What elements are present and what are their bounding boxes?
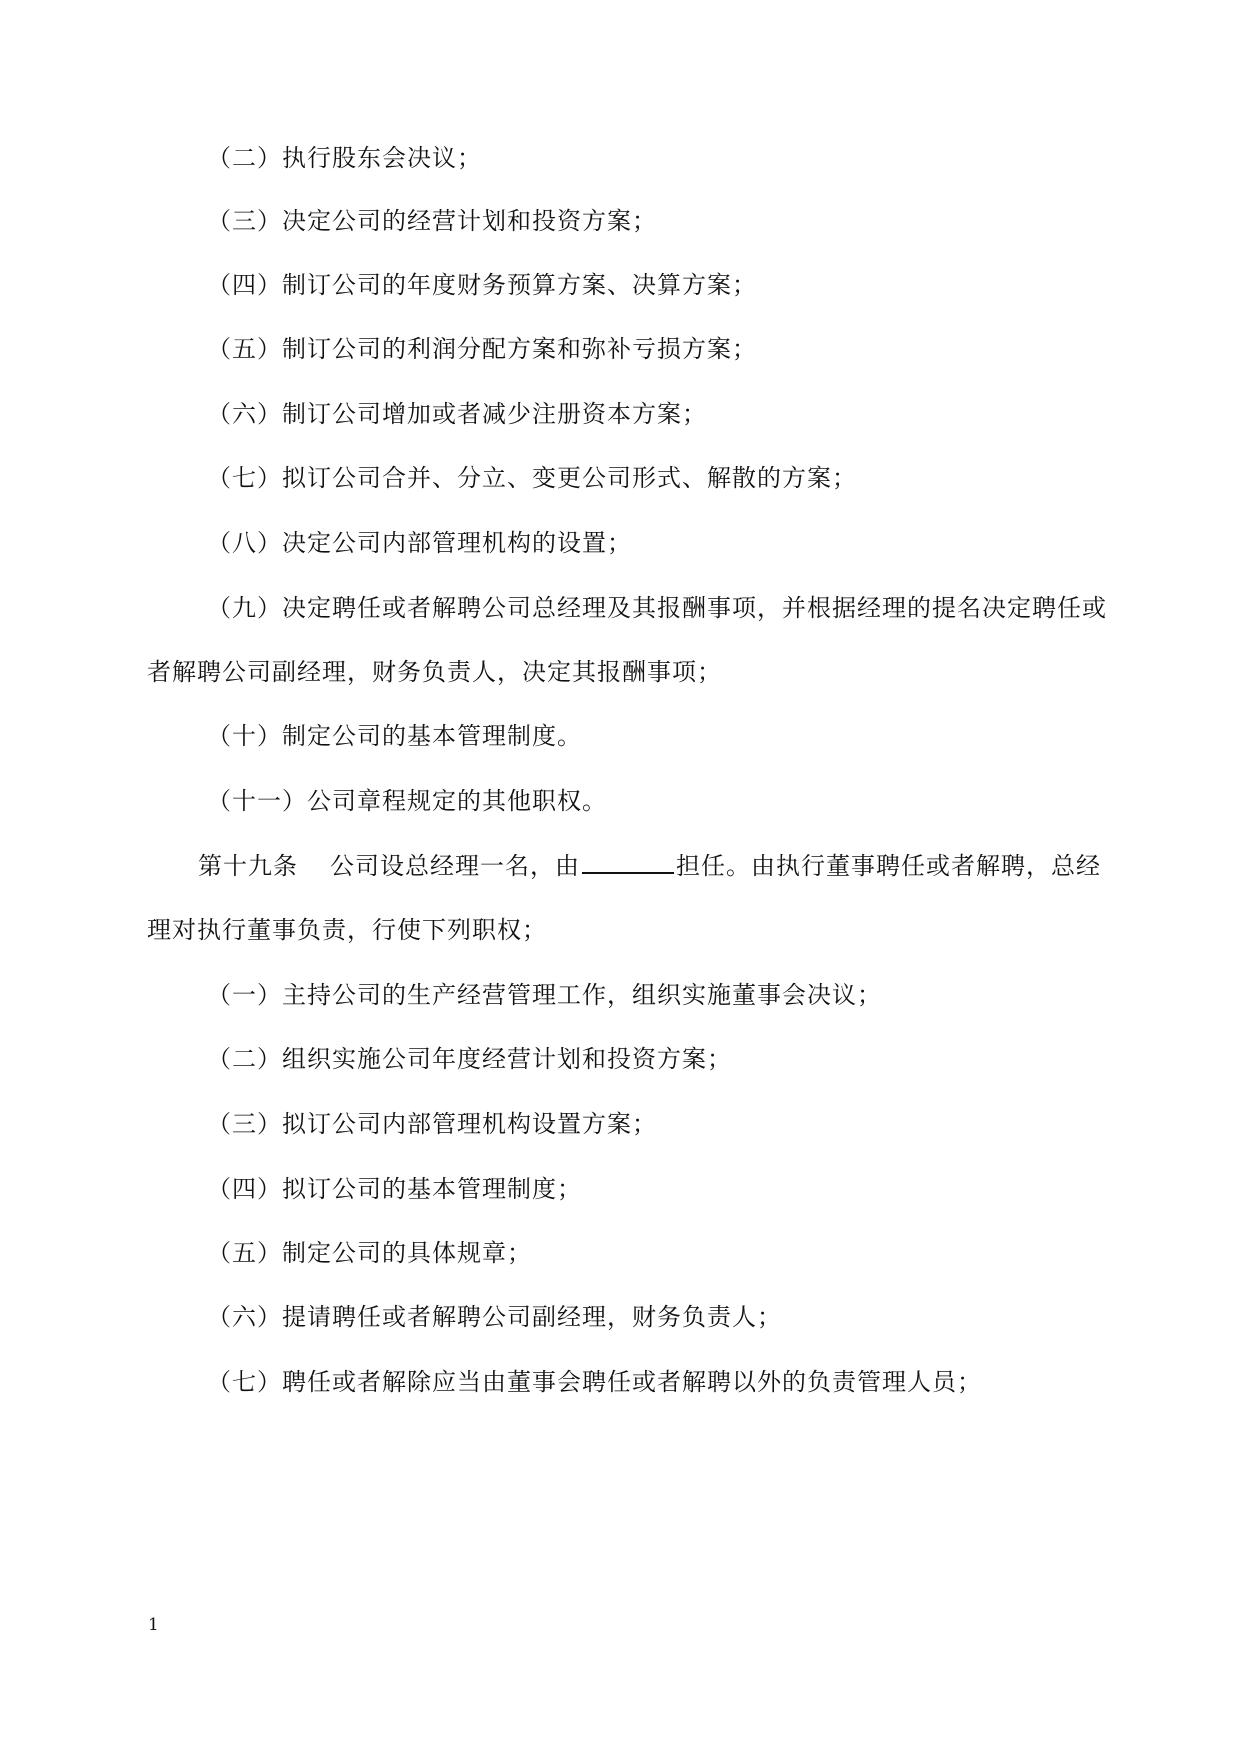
- item-9-appoint-manager: （九）决定聘任或者解聘公司总经理及其报酬事项，并根据经理的提名决定聘任或: [207, 594, 1107, 622]
- item-11-other-powers: （十一）公司章程规定的其他职权。: [207, 787, 607, 815]
- gm-item-1-production: （一）主持公司的生产经营管理工作，组织实施董事会决议；: [207, 981, 882, 1009]
- page-number: 1: [148, 1615, 159, 1635]
- article-19-text-after: 担任。由执行董事聘任或者解聘，总经: [676, 852, 1101, 880]
- article-19-continuation: 理对执行董事负责，行使下列职权；: [147, 916, 547, 944]
- gm-item-5-rules: （五）制定公司的具体规章；: [207, 1239, 532, 1267]
- item-6-capital-change: （六）制订公司增加或者减少注册资本方案；: [207, 400, 707, 428]
- item-7-merger-plan: （七）拟订公司合并、分立、变更公司形式、解散的方案；: [207, 464, 857, 492]
- fill-in-blank: [582, 850, 674, 874]
- gm-item-7-appoint-staff: （七）聘任或者解除应当由董事会聘任或者解聘以外的负责管理人员；: [207, 1368, 982, 1396]
- item-9-continuation: 者解聘公司副经理，财务负责人，决定其报酬事项；: [147, 658, 722, 686]
- item-10-management-system: （十）制定公司的基本管理制度。: [207, 722, 582, 750]
- gm-item-2-annual-plan: （二）组织实施公司年度经营计划和投资方案；: [207, 1045, 732, 1073]
- article-19-first-line: [330, 850, 1101, 882]
- article-19-number: 第十九条: [198, 852, 298, 880]
- gm-item-3-structure-plan: （三）拟订公司内部管理机构设置方案；: [207, 1110, 657, 1138]
- item-5-profit-distribution: （五）制订公司的利润分配方案和弥补亏损方案；: [207, 335, 757, 363]
- gm-item-4-management-system: （四）拟订公司的基本管理制度；: [207, 1175, 582, 1203]
- item-3-business-plan: （三）决定公司的经营计划和投资方案；: [207, 207, 657, 235]
- item-2-execute-resolutions: （二）执行股东会决议；: [207, 144, 482, 172]
- gm-item-6-propose-appointments: （六）提请聘任或者解聘公司副经理，财务负责人；: [207, 1303, 782, 1331]
- item-4-budget-plan: （四）制订公司的年度财务预算方案、决算方案；: [207, 271, 757, 299]
- item-8-internal-structure: （八）决定公司内部管理机构的设置；: [207, 529, 632, 557]
- article-19-text-before: 公司设总经理一名，由: [330, 852, 580, 880]
